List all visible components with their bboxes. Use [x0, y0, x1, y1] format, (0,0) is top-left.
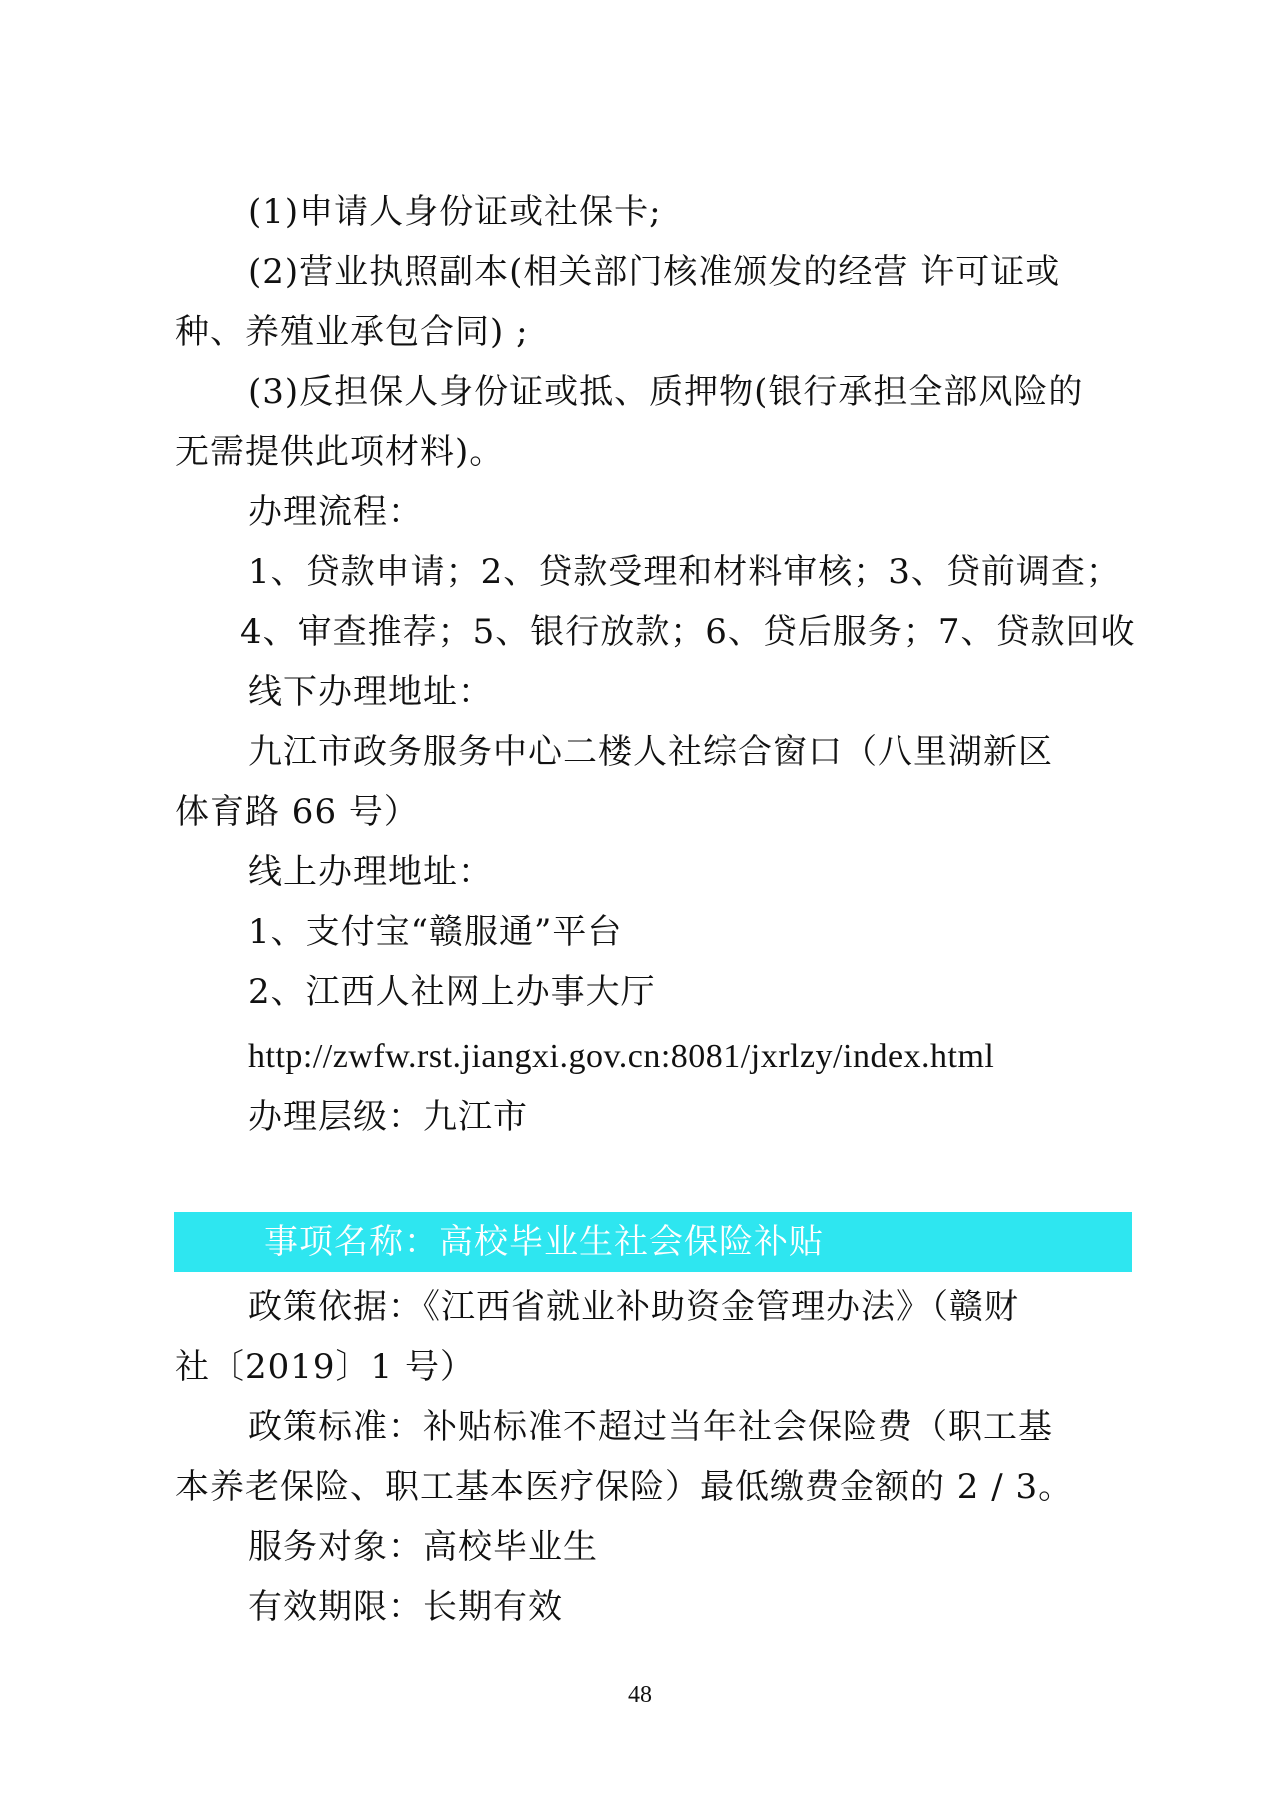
material-item-3: (3)反担保人身份证或抵、质押物(银行承担全部风险的 — [248, 372, 1084, 412]
policy-basis-continued: 社〔2019〕1 号） — [175, 1347, 475, 1387]
material-item-2: (2)营业执照副本(相关部门核准颁发的经营 许可证或 — [248, 252, 1061, 292]
online-url: http://zwfw.rst.jiangxi.gov.cn:8081/jxrlzy/index.html — [248, 1038, 995, 1075]
service-target: 服务对象：高校毕业生 — [248, 1527, 598, 1567]
offline-address-continued: 体育路 66 号） — [175, 792, 419, 832]
online-option-2: 2、江西人社网上办事大厅 — [248, 972, 656, 1012]
online-address-heading: 线上办理地址： — [248, 852, 493, 892]
process-heading: 办理流程： — [248, 492, 423, 532]
policy-standard-continued: 本养老保险、职工基本医疗保险）最低缴费金额的 2 / 3。 — [175, 1467, 1074, 1507]
page-number: 48 — [628, 1682, 652, 1708]
material-item-3-continued: 无需提供此项材料)。 — [175, 432, 505, 472]
offline-address: 九江市政务服务中心二楼人社综合窗口（八里湖新区 — [248, 732, 1053, 772]
section-title: 事项名称：高校毕业生社会保险补贴 — [264, 1222, 824, 1262]
policy-basis: 政策依据：《江西省就业补助资金管理办法》（赣财 — [248, 1287, 1019, 1327]
process-steps-1: 1、贷款申请；2、贷款受理和材料审核；3、贷前调查； — [248, 552, 1121, 592]
section-banner — [174, 1212, 1132, 1272]
handling-level: 办理层级：九江市 — [248, 1097, 528, 1137]
online-option-1: 1、支付宝“赣服通”平台 — [248, 912, 623, 952]
process-steps-2: 4、审查推荐；5、银行放款；6、贷后服务；7、贷款回收 — [240, 612, 1136, 652]
offline-address-heading: 线下办理地址： — [248, 672, 493, 712]
material-item-1: (1)申请人身份证或社保卡; — [248, 192, 662, 232]
material-item-2-continued: 种、养殖业承包合同) ; — [175, 312, 529, 352]
validity-period: 有效期限：长期有效 — [248, 1587, 563, 1627]
policy-standard: 政策标准：补贴标准不超过当年社会保险费（职工基 — [248, 1407, 1053, 1447]
